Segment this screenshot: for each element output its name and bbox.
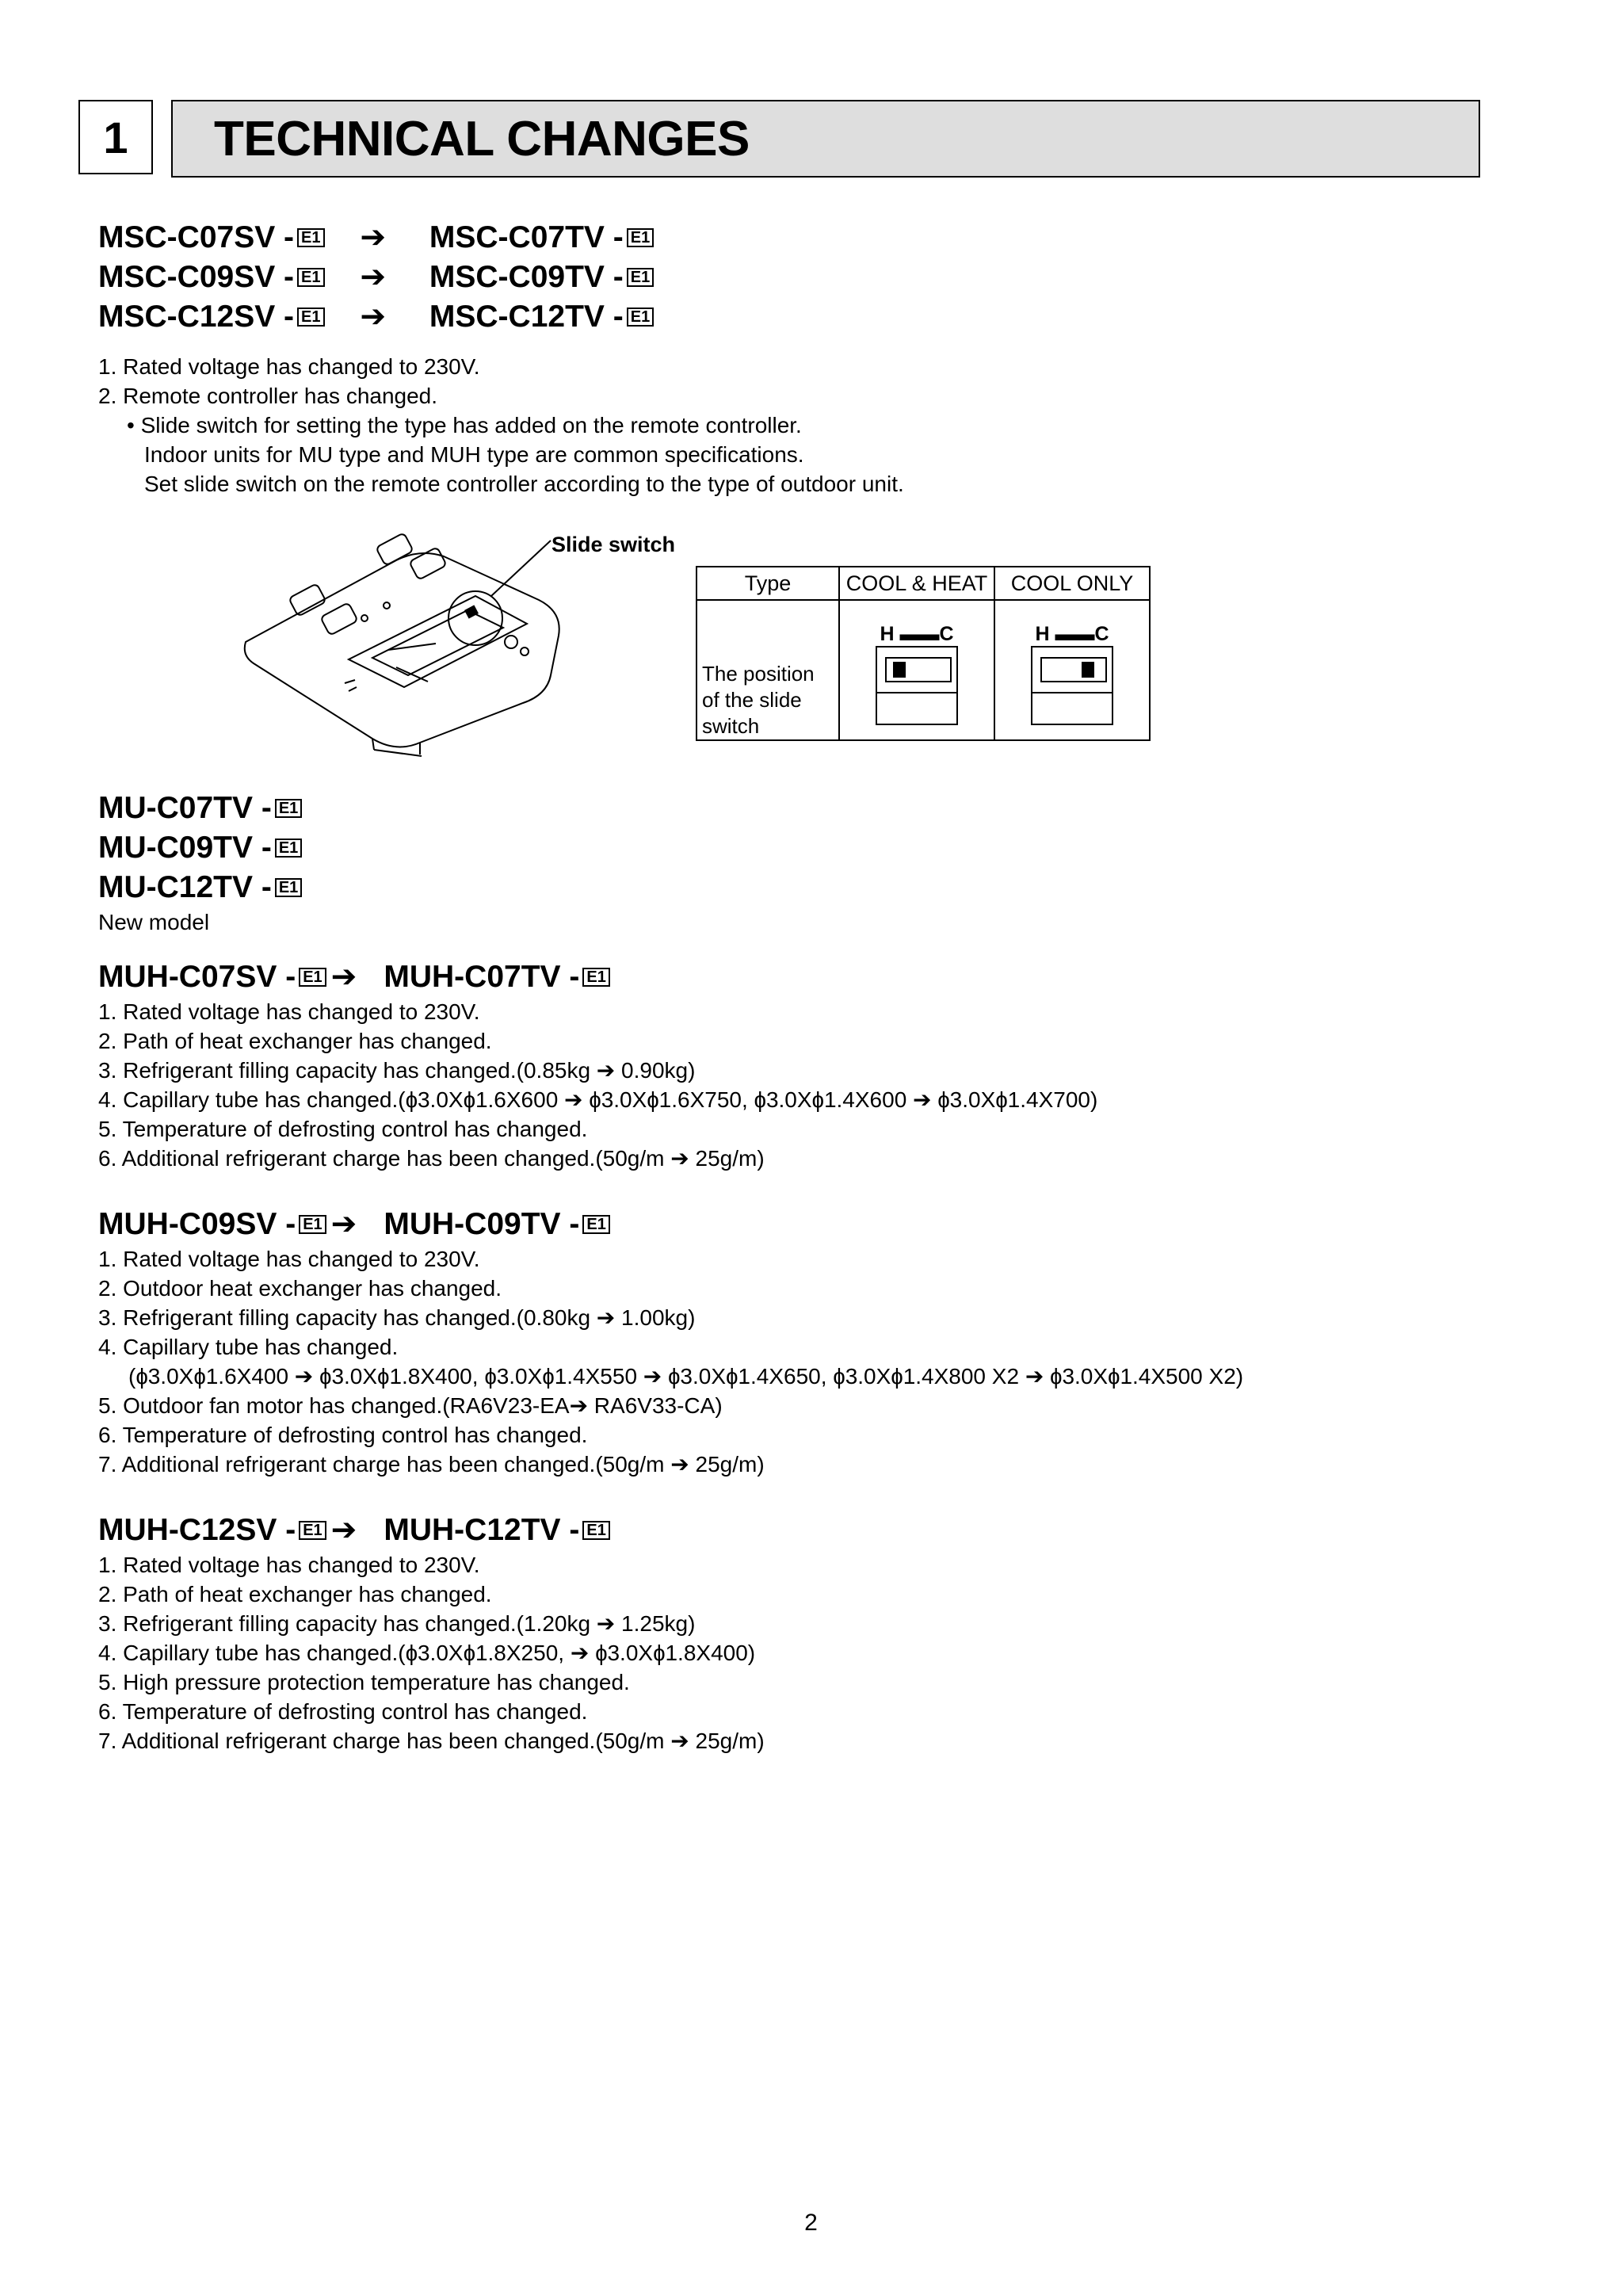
note-line: 2. Remote controller has changed. xyxy=(98,384,438,408)
mu-model xyxy=(98,868,302,907)
arrow-icon: ➔ xyxy=(360,300,387,334)
mu-model-list xyxy=(98,789,302,937)
arrow-icon: ➔ xyxy=(330,1207,357,1241)
e1-badge: E1 xyxy=(627,308,654,327)
note-line: 7. Additional refrigerant charge has been changed.(50g/m ➔ 25g/m) xyxy=(98,1452,765,1477)
e1-badge: E1 xyxy=(627,268,654,287)
note-line: 7. Additional refrigerant charge has been changed.(50g/m ➔ 25g/m) xyxy=(98,1729,765,1753)
e1-badge: E1 xyxy=(299,1215,326,1234)
remote-controller-icon xyxy=(238,525,689,762)
remote-controller-illustration xyxy=(238,525,689,762)
note-line: 4. Capillary tube has changed. xyxy=(98,1335,399,1359)
slide-switch-table xyxy=(696,566,1151,741)
note-line: 3. Refrigerant filling capacity has changed.(0.85kg ➔ 0.90kg) xyxy=(98,1058,696,1083)
page-number: 2 xyxy=(804,2210,818,2236)
msc-model-row xyxy=(98,297,654,337)
note-line: 5. High pressure protection temperature has changed. xyxy=(98,1670,630,1694)
e1-badge: E1 xyxy=(297,228,324,247)
cool-heat-switch-cell xyxy=(839,600,994,740)
arrow-icon: ➔ xyxy=(330,1513,357,1547)
note-line: 4. Capillary tube has changed.(ɸ3.0Xɸ1.8X250, ➔ ɸ3.0Xɸ1.8X400) xyxy=(98,1641,756,1665)
old-model: MSC-C09SV - xyxy=(98,260,295,294)
new-model: MUH-C07TV - xyxy=(384,960,580,994)
note-line: (ɸ3.0Xɸ1.6X400 ➔ ɸ3.0Xɸ1.8X400, ɸ3.0Xɸ1.4X550 ➔ ɸ3.0Xɸ1.4X650, ɸ3.0Xɸ1.4X800 X2 ➔ ɸ3.0Xɸ1.4X500 X2) xyxy=(128,1364,1244,1389)
switch-slot xyxy=(885,657,952,682)
muh12-heading xyxy=(98,1511,765,1550)
note-line: 4. Capillary tube has changed.(ɸ3.0Xɸ1.6X600 ➔ ɸ3.0Xɸ1.6X750, ɸ3.0Xɸ1.4X600 ➔ ɸ3.0Xɸ1.4X700) xyxy=(98,1087,1098,1112)
position-label: The position of the slide switch xyxy=(702,662,815,738)
muh07-heading xyxy=(98,957,1097,997)
e1-badge: E1 xyxy=(582,968,609,987)
note-line: 1. Rated voltage has changed to 230V. xyxy=(98,999,480,1024)
note-line: 2. Path of heat exchanger has changed. xyxy=(98,1029,492,1053)
arrow-icon: ➔ xyxy=(330,960,357,994)
switch-diagram xyxy=(1031,646,1113,725)
muh12-block xyxy=(98,1511,765,1755)
switch-knob-left xyxy=(893,662,906,678)
section-number: 1 xyxy=(78,100,153,174)
new-model: MSC-C12TV - xyxy=(429,300,624,334)
note-line: 3. Refrigerant filling capacity has changed.(0.80kg ➔ 1.00kg) xyxy=(98,1305,696,1330)
switch-divider xyxy=(1032,692,1112,693)
e1-badge: E1 xyxy=(627,228,654,247)
old-model: MSC-C07SV - xyxy=(98,220,295,254)
old-model: MUH-C12SV - xyxy=(98,1513,296,1547)
msc-model-row xyxy=(98,258,654,297)
e1-badge: E1 xyxy=(297,308,324,327)
note-line: Set slide switch on the remote controller according to the type of outdoor unit. xyxy=(144,472,904,496)
e1-badge: E1 xyxy=(275,878,302,897)
section-title: TECHNICAL CHANGES xyxy=(171,100,1480,178)
msc-model-row xyxy=(98,218,654,258)
switch-hc-label: H ▬▬C xyxy=(880,623,954,645)
e1-badge: E1 xyxy=(297,268,324,287)
model-name: MU-C09TV - xyxy=(98,831,272,865)
e1-badge: E1 xyxy=(299,968,326,987)
new-model: MUH-C12TV - xyxy=(384,1513,580,1547)
mu-model xyxy=(98,828,302,868)
note-line: 5. Outdoor fan motor has changed.(RA6V23-EA➔ RA6V33-CA) xyxy=(98,1393,723,1418)
switch-slot xyxy=(1040,657,1107,682)
switch-knob-right xyxy=(1082,662,1094,678)
note-line: 6. Temperature of defrosting control has changed. xyxy=(98,1423,588,1447)
switch-divider xyxy=(877,692,956,693)
note-line: 3. Refrigerant filling capacity has changed.(1.20kg ➔ 1.25kg) xyxy=(98,1611,696,1636)
mu-model xyxy=(98,789,302,828)
model-name: MU-C12TV - xyxy=(98,870,272,904)
e1-badge: E1 xyxy=(275,799,302,818)
note-line: 1. Rated voltage has changed to 230V. xyxy=(98,354,480,379)
arrow-icon: ➔ xyxy=(360,220,387,254)
e1-badge: E1 xyxy=(582,1215,609,1234)
new-model: MSC-C07TV - xyxy=(429,220,624,254)
note-line: 1. Rated voltage has changed to 230V. xyxy=(98,1247,480,1271)
arrow-icon: ➔ xyxy=(360,260,387,294)
mu-note: New model xyxy=(98,910,210,934)
note-line: 6. Additional refrigerant charge has been changed.(50g/m ➔ 25g/m) xyxy=(98,1146,765,1171)
cool-only-switch-cell xyxy=(994,600,1150,740)
msc-model-list xyxy=(98,218,654,337)
note-line: 1. Rated voltage has changed to 230V. xyxy=(98,1553,480,1577)
new-model: MUH-C09TV - xyxy=(384,1207,580,1241)
e1-badge: E1 xyxy=(582,1521,609,1540)
cool-heat-header: COOL & HEAT xyxy=(839,567,994,600)
switch-diagram xyxy=(876,646,958,725)
slide-switch-label: Slide switch xyxy=(551,533,676,556)
note-line: 5. Temperature of defrosting control has changed. xyxy=(98,1117,588,1141)
muh07-block xyxy=(98,957,1097,1173)
old-model: MSC-C12SV - xyxy=(98,300,295,334)
note-line: 2. Path of heat exchanger has changed. xyxy=(98,1582,492,1606)
note-line: 2. Outdoor heat exchanger has changed. xyxy=(98,1276,502,1301)
old-model: MUH-C07SV - xyxy=(98,960,296,994)
position-label-cell xyxy=(697,600,839,740)
old-model: MUH-C09SV - xyxy=(98,1207,296,1241)
e1-badge: E1 xyxy=(299,1521,326,1540)
new-model: MSC-C09TV - xyxy=(429,260,624,294)
note-line: • Slide switch for setting the type has added on the remote controller. xyxy=(127,413,802,437)
e1-badge: E1 xyxy=(275,839,302,858)
msc-notes xyxy=(98,352,904,499)
type-header: Type xyxy=(697,567,839,600)
muh09-block xyxy=(98,1205,1243,1479)
muh09-heading xyxy=(98,1205,1243,1244)
model-name: MU-C07TV - xyxy=(98,791,272,825)
note-line: 6. Temperature of defrosting control has changed. xyxy=(98,1699,588,1724)
note-line: Indoor units for MU type and MUH type are common specifications. xyxy=(144,442,804,467)
cool-only-header: COOL ONLY xyxy=(994,567,1150,600)
switch-hc-label: H ▬▬C xyxy=(1035,623,1109,645)
